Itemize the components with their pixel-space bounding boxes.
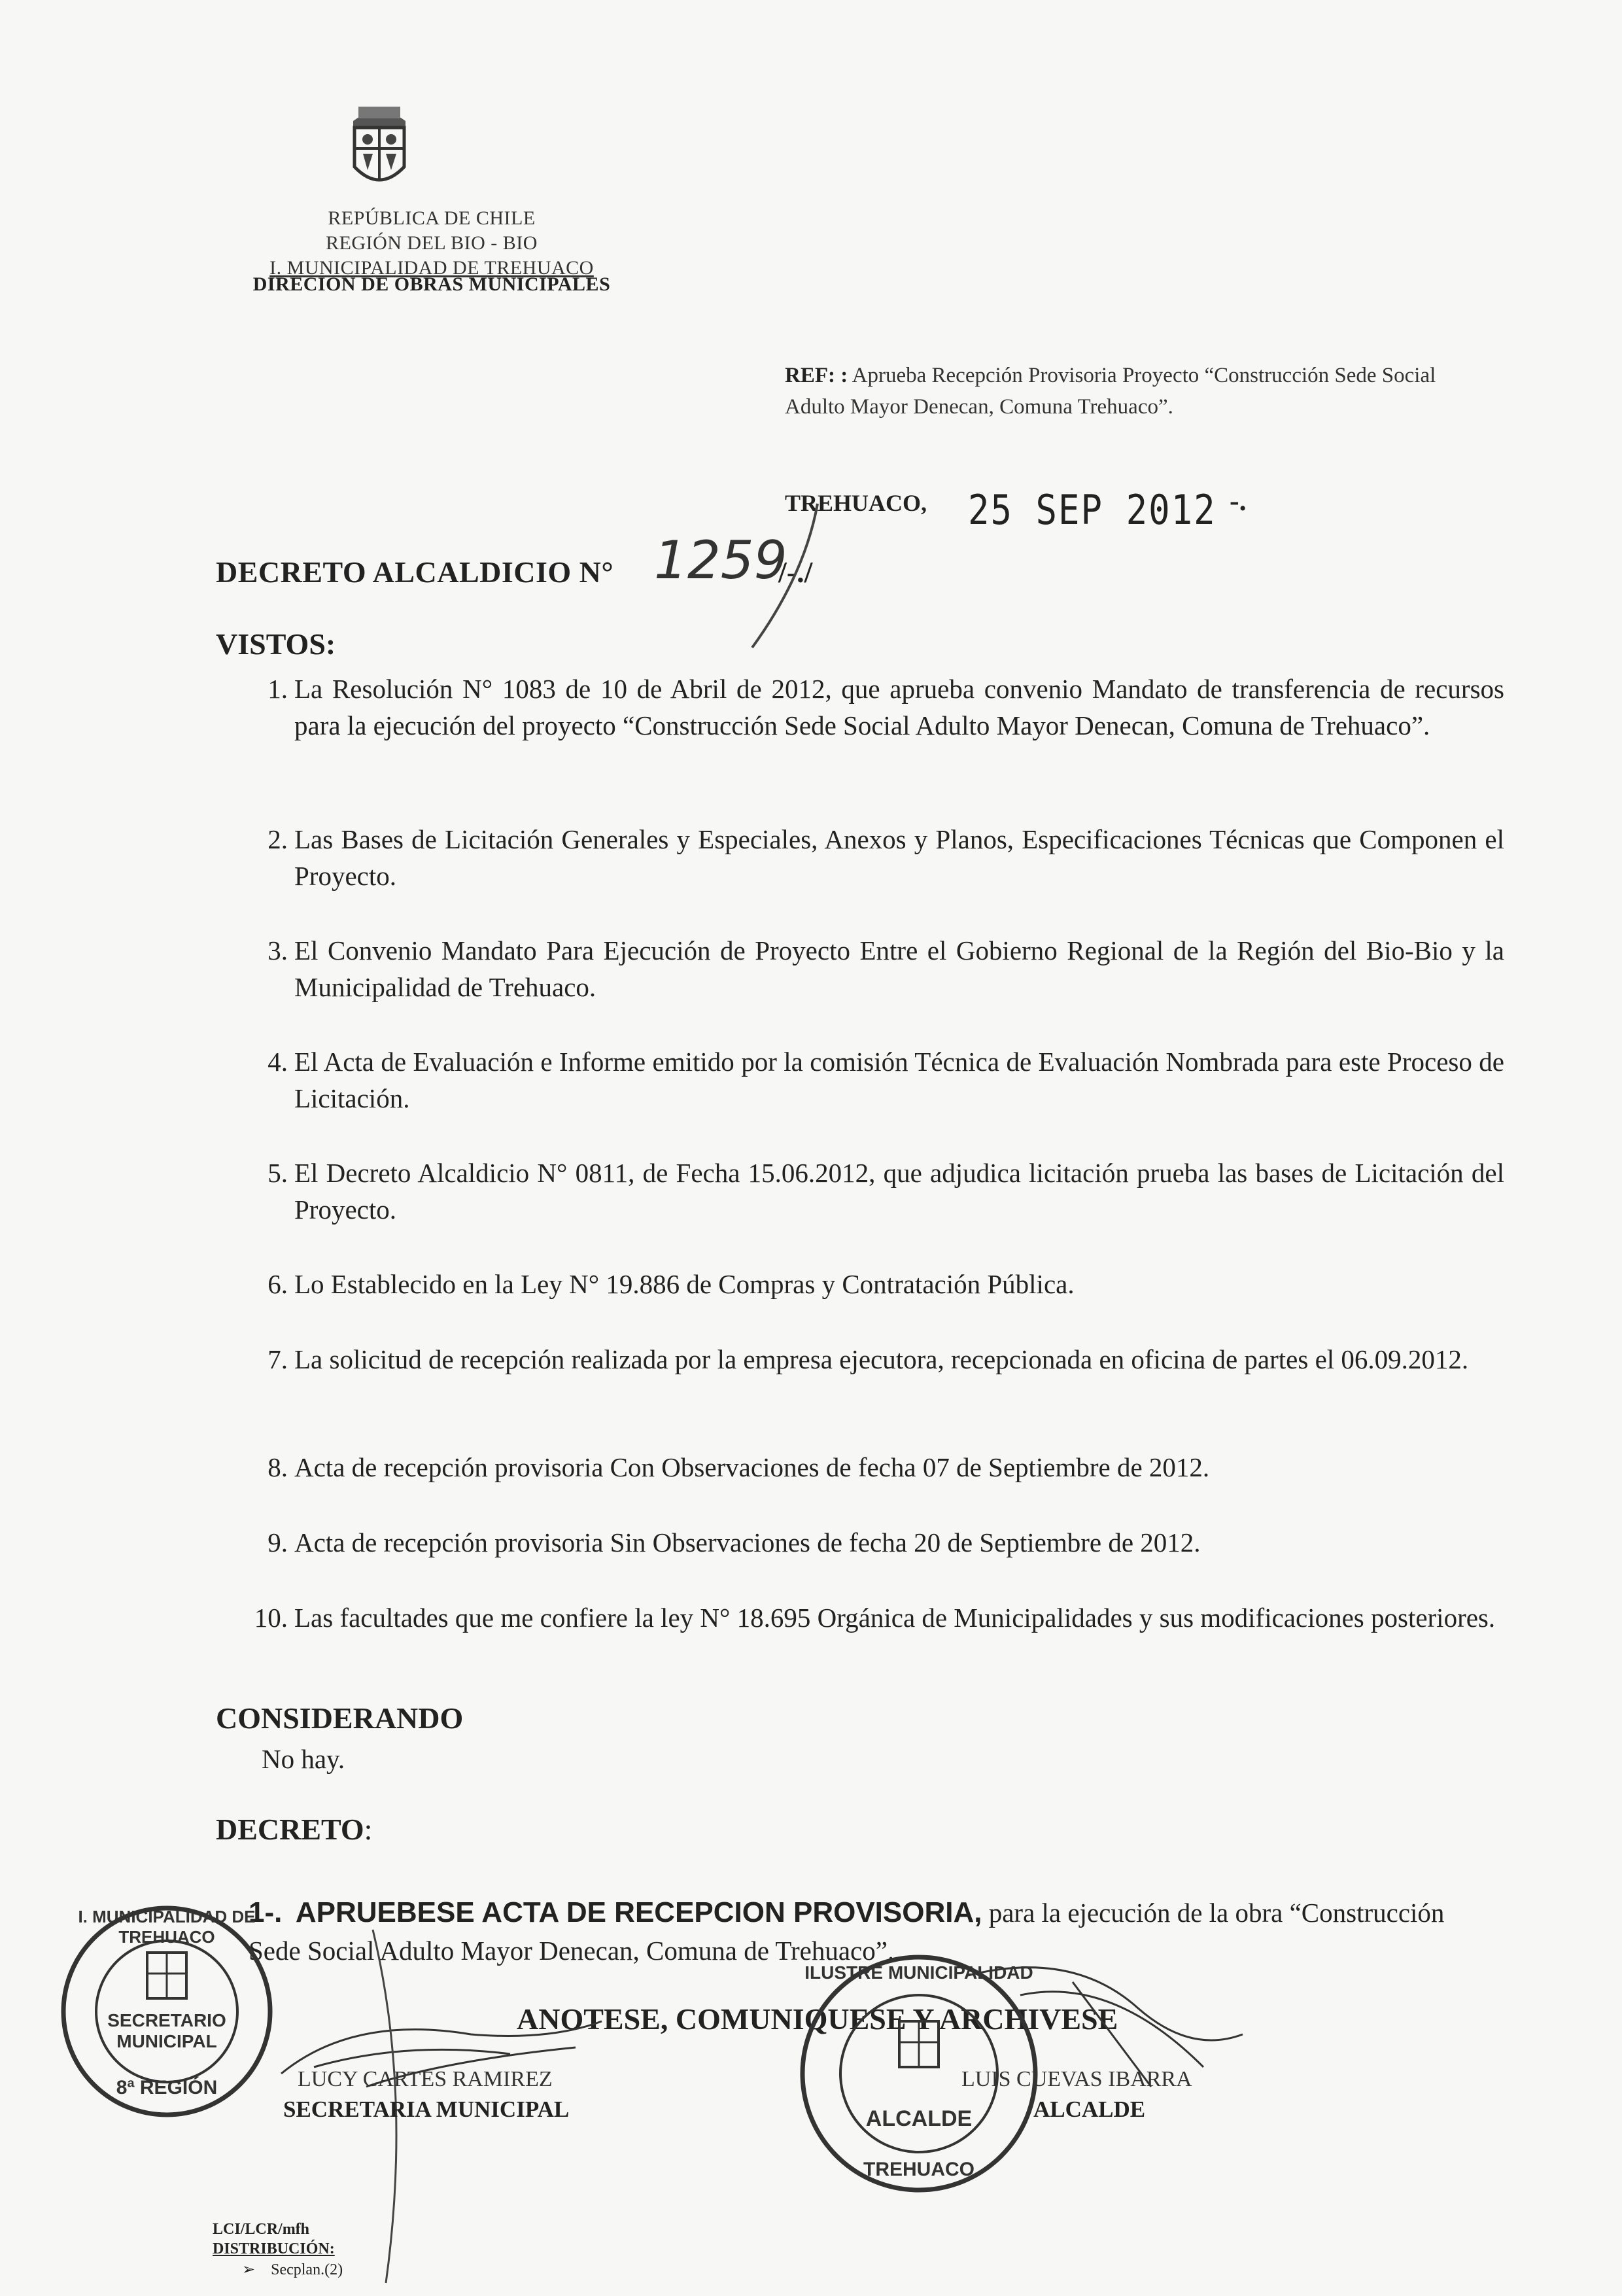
vistos-item-number: 1.: [267, 674, 288, 704]
vistos-item-number: 4.: [267, 1047, 288, 1077]
header-country: REPÚBLICA DE CHILE: [328, 207, 536, 229]
place-label: TREHUACO,: [785, 490, 927, 516]
vistos-item-text: La solicitud de recepción realizada por la empresa ejecutora, recepcionada en oficina de partes el 06.09.2012.: [294, 1344, 1469, 1374]
left-stamp-center-1: SECRETARIO: [107, 2010, 226, 2030]
vistos-item-text: El Acta de Evaluación e Informe emitido por la comisión Técnica de Evaluación Nombrada para este Proceso de Licitación.: [294, 1047, 1504, 1113]
header-region: REGIÓN DEL BIO - BIO: [326, 232, 538, 254]
vistos-item-text: El Convenio Mandato Para Ejecución de Proyecto Entre el Gobierno Regional de la Región del Bio-Bio y la Municipalidad de Trehuaco.: [294, 935, 1504, 1002]
secretary-stamp: [56, 1900, 278, 2123]
decreto-heading-text: DECRETO: [216, 1813, 364, 1846]
vistos-item-text: El Decreto Alcaldicio N° 0811, de Fecha 15.06.2012, que adjudica licitación prueba las bases de Licitación del Proyecto.: [294, 1158, 1504, 1225]
secretary-role: SECRETARIA MUNICIPAL: [283, 2096, 570, 2122]
vistos-heading: VISTOS:: [216, 627, 336, 661]
vistos-item-number: 2.: [267, 824, 288, 854]
right-stamp-bottom: TREHUACO: [863, 2159, 975, 2180]
handwritten-slash-icon: [739, 497, 837, 654]
vistos-item-number: 5.: [267, 1158, 288, 1188]
vistos-item-number: 6.: [267, 1269, 288, 1299]
closing-formula: ANOTESE, COMUNIQUESE Y ARCHIVESE: [517, 2002, 1118, 2036]
stamp-date: 25 SEP 2012: [968, 486, 1216, 534]
vistos-item-text: Acta de recepción provisoria Con Observaciones de fecha 07 de Septiembre de 2012.: [294, 1452, 1210, 1482]
decreto-heading-colon: :: [364, 1813, 373, 1846]
left-stamp-bottom: 8ª REGIÓN: [116, 2077, 218, 2098]
trailing-mark: -.: [1230, 485, 1247, 517]
vistos-item-text: Lo Establecido en la Ley N° 19.886 de Compras y Contratación Pública.: [294, 1269, 1075, 1299]
right-stamp-ring-text: ILUSTRE MUNICIPALIDAD: [804, 1962, 1033, 1983]
ref-label: REF: :: [785, 364, 848, 387]
header-department: DIRECION DE OBRAS MUNICIPALES: [252, 273, 611, 295]
footer-bullet-icon: ➢: [242, 2261, 256, 2278]
article-1-number: 1-.: [249, 1896, 283, 1928]
coat-of-arms-icon: [340, 101, 419, 193]
header-municipality: I. MUNICIPALIDAD DE TREHUACO: [269, 257, 594, 279]
vistos-item-text: La Resolución N° 1083 de 10 de Abril de 2012, que aprueba convenio Mandato de transferencia de recursos para la ejecución del proyecto “Construcción Sede Social Adulto Mayor Denecan, Comuna de Trehuaco”.: [294, 674, 1504, 740]
vistos-item-text: Las facultades que me confiere la ley N° 18.695 Orgánica de Municipalidades y sus modificaciones posteriores.: [294, 1603, 1496, 1633]
article-1-text: para la ejecución de la obra “Construcción Sede Social Adulto Mayor Denecan, Comuna de Trehuaco”.: [249, 1898, 1445, 1966]
secretary-name: LUCY CARTES RAMIREZ: [298, 2067, 553, 2091]
ref-text: Aprueba Recepción Provisoria Proyecto “Construcción Sede Social Adulto Mayor Denecan, Comuna Trehuaco”.: [785, 364, 1436, 419]
vistos-item-number: 10.: [254, 1603, 288, 1633]
considerando-text: No hay.: [262, 1744, 345, 1774]
footer-item-1: [242, 2260, 343, 2279]
vistos-item-text: Acta de recepción provisoria Sin Observaciones de fecha 20 de Septiembre de 2012.: [294, 1527, 1201, 1557]
vistos-item-number: 7.: [267, 1344, 288, 1374]
decree-title: DECRETO ALCALDICIO N°: [216, 555, 614, 589]
vistos-item-number: 3.: [267, 935, 288, 965]
decreto-heading: [216, 1812, 372, 1847]
right-stamp-center: ALCALDE: [865, 2106, 973, 2131]
left-stamp-ring-text: I. MUNICIPALIDAD DE TREHUACO: [78, 1907, 256, 1947]
footer-initials: LCI/LCR/mfh: [213, 2221, 310, 2238]
footer-distribution: DISTRIBUCIÓN:: [213, 2240, 335, 2257]
left-stamp-center-2: MUNICIPAL: [116, 2031, 217, 2051]
article-1-bold: APRUEBESE ACTA DE RECEPCION PROVISORIA,: [295, 1896, 982, 1928]
mayor-role: ALCALDE: [1033, 2096, 1146, 2122]
footer-item-1-text: Secplan.(2): [271, 2261, 343, 2278]
vistos-item-number: 8.: [267, 1452, 288, 1482]
considerando-heading: CONSIDERANDO: [216, 1701, 464, 1735]
decree-suffix: /-./: [778, 555, 813, 589]
vistos-item-number: 9.: [267, 1527, 288, 1557]
ref-block: [785, 360, 1478, 423]
vistos-item-text: Las Bases de Licitación Generales y Especiales, Anexos y Planos, Especificaciones Técnicas que Componen el Proyecto.: [294, 824, 1504, 891]
mayor-name: LUIS CUEVAS IBARRA: [961, 2067, 1192, 2091]
decree-number: 1259: [654, 530, 787, 591]
